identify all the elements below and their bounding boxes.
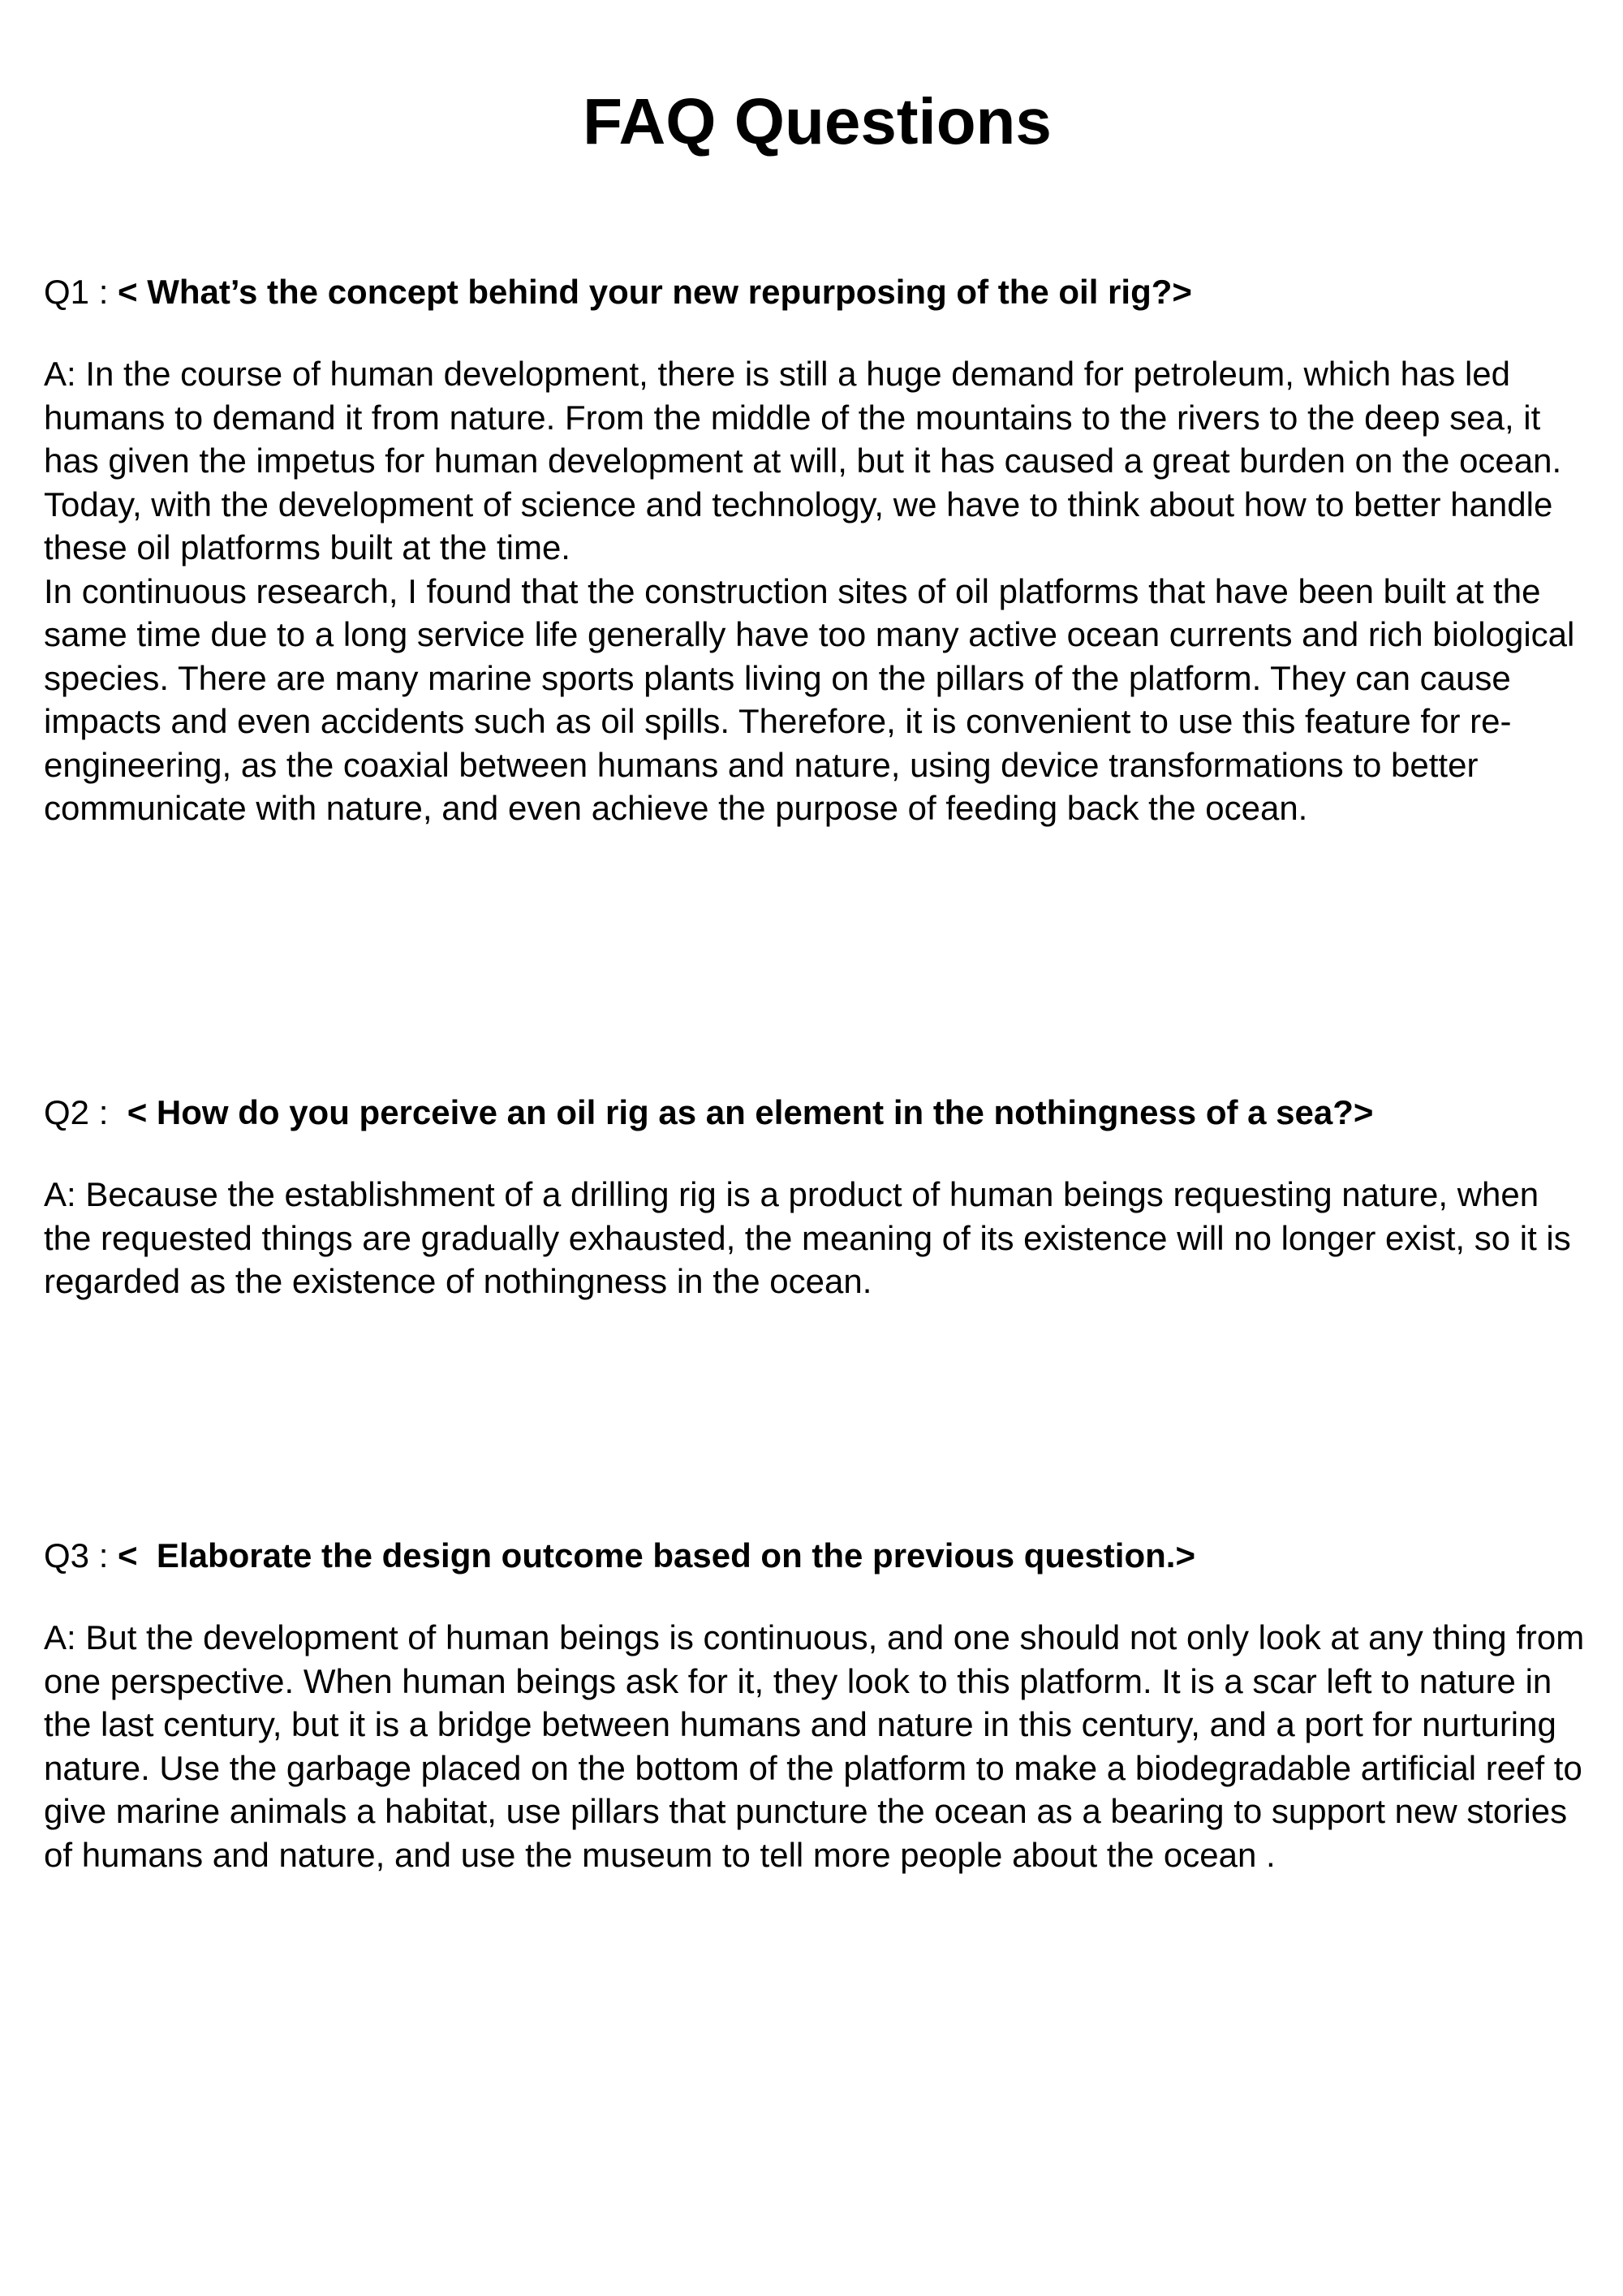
question-label: Q2 : [44, 1093, 127, 1131]
answer-q3 [44, 1616, 1586, 1876]
faq-item-q3 [44, 1534, 1586, 1876]
question-text: < Elaborate the design outcome based on the previous question.> [118, 1536, 1195, 1574]
question-text: < How do you perceive an oil rig as an element in the nothingness of a sea?> [127, 1093, 1374, 1131]
question-q2 [44, 1091, 1586, 1135]
page-title: FAQ Questions [583, 85, 1052, 157]
answer-q1 [44, 352, 1586, 830]
answer-paragraph: In continuous research, I found that the construction sites of oil platforms that have been built at the same time due to a long service life generally have too many active ocean currents and rich biological species. There are many marine sports plants living on the pillars of the platform. They can cause impacts and even accidents such as oil spills. Therefore, it is convenient to use this feature for re-engineering, as the coaxial between humans and nature, using device transformations to better communicate with nature, and even achieve the purpose of feeding back the ocean. [44, 571, 1575, 827]
answer-paragraph: A: In the course of human development, there is still a huge demand for petroleum, which has led humans to demand it from nature. From the middle of the mountains to the rivers to the deep sea, it has given the impetus for human development at will, but it has caused a great burden on the ocean. Today, with the development of science and technology, we have to think about how to better handle these oil platforms built at the time. [44, 355, 1562, 566]
question-q1 [44, 270, 1586, 314]
question-label: Q3 : [44, 1536, 118, 1574]
question-label: Q1 : [44, 273, 118, 311]
answer-q2 [44, 1173, 1586, 1303]
faq-item-q2 [44, 1091, 1586, 1303]
question-q3 [44, 1534, 1586, 1578]
answer-paragraph: A: But the development of human beings is continuous, and one should not only look at any thing from one perspective. When human beings ask for it, they look to this platform. It is a scar left to nature in the last century, but it is a bridge between humans and nature in this century, and a port for nurturing nature. Use the garbage placed on the bottom of the platform to make a biodegradable artificial reef to give marine animals a habitat, use pillars that puncture the ocean as a bearing to support new stories of humans and nature, and use the museum to tell more people about the ocean . [44, 1618, 1585, 1874]
answer-paragraph: A: Because the establishment of a drilling rig is a product of human beings requesting nature, when the requested things are gradually exhausted, the meaning of its existence will no longer exist, so it is regarded as the existence of nothingness in the ocean. [44, 1175, 1571, 1300]
faq-item-q1 [44, 270, 1586, 830]
question-text: < What’s the concept behind your new repurposing of the oil rig?> [118, 273, 1192, 311]
